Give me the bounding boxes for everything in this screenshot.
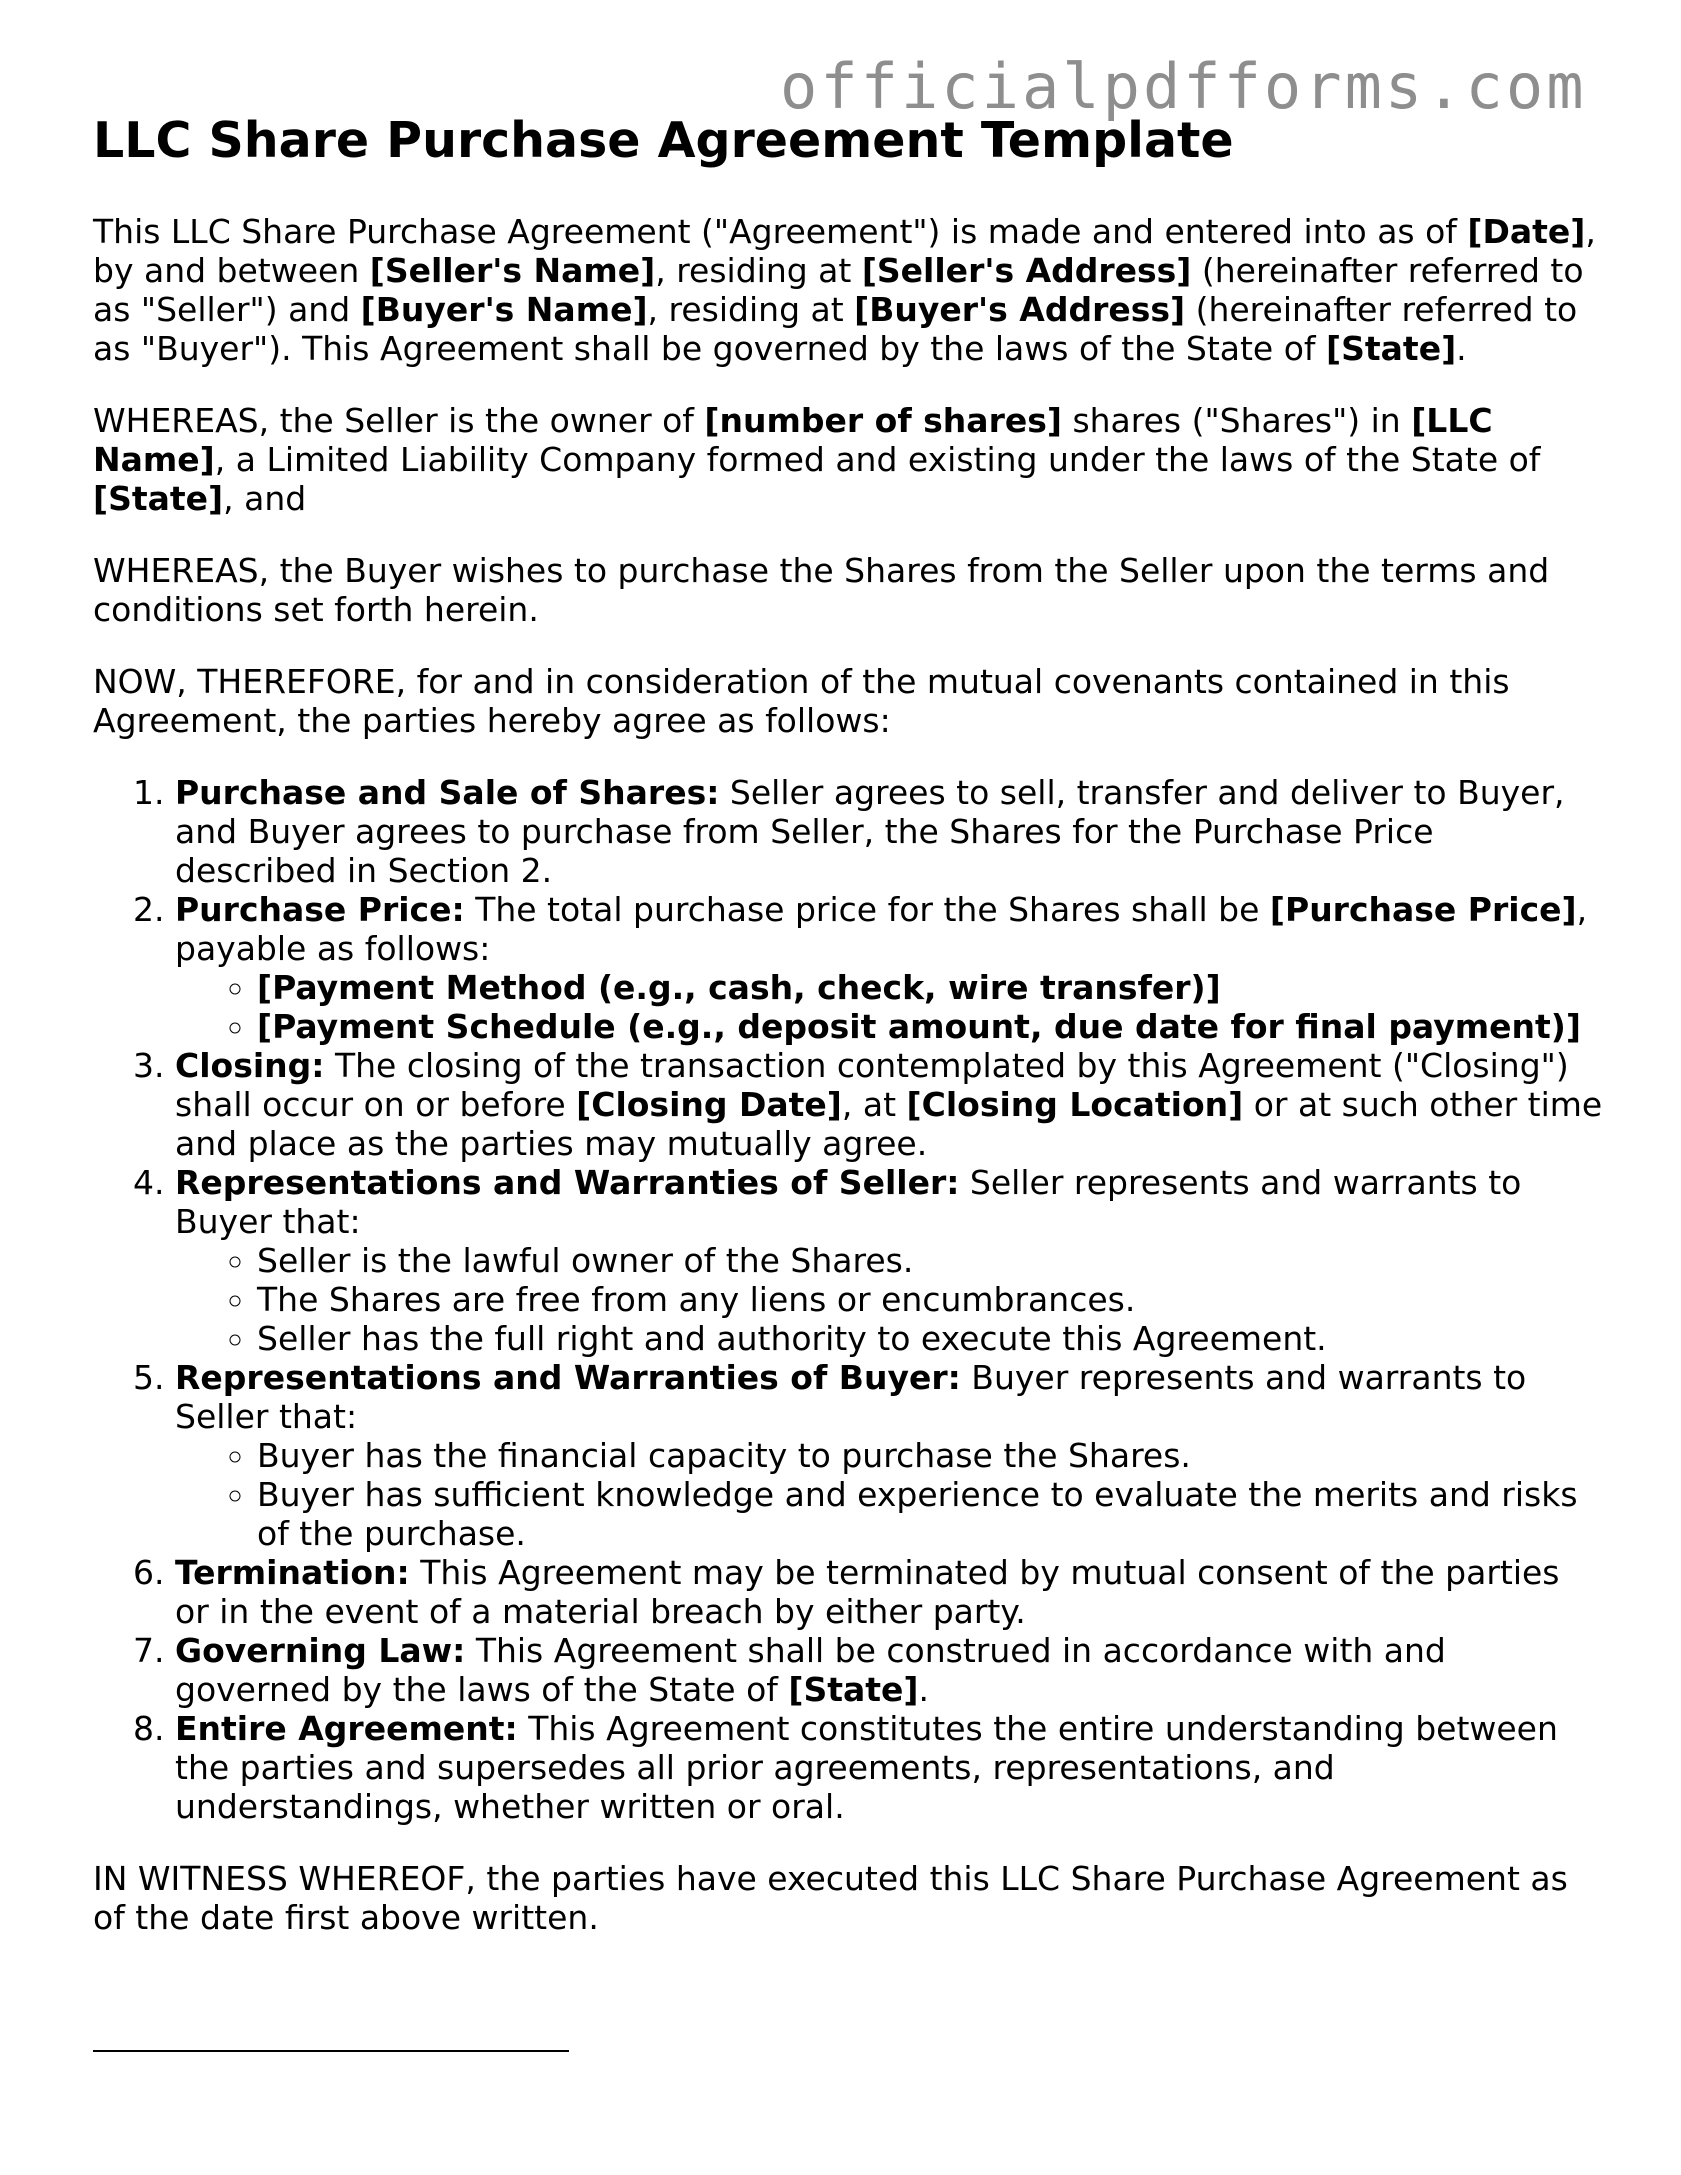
intro-paragraph: This LLC Share Purchase Agreement ("Agreement") is made and entered into as of [Date], by and between [Seller's Name], residing at [Seller's Address] (hereinafter referred to as "Seller") and [Buyer's Name], residing at [Buyer's Address] (hereinafter referred to as "Buyer"). This Agreement shall be governed by the laws of the State of [State]. [93, 212, 1596, 368]
witness-paragraph: IN WITNESS WHEREOF, the parties have executed this LLC Share Purchase Agreement as of the date first above written. [93, 1859, 1568, 1937]
page-title: LLC Share Purchase Agreement Template [93, 112, 1234, 169]
item-heading: Purchase and Sale of Shares: [175, 773, 720, 812]
closing-location-placeholder: [Closing Location] [906, 1085, 1244, 1124]
list-item: 5. Representations and Warranties of Buyer: Buyer represents and warrants to Seller that: ◦ Buyer has the financial capacity to purchase the Shares. ◦ Buyer has sufficient knowledge and experience to evaluate the merits and risks of the purchase. [175, 1358, 1603, 1553]
sub-list-item: ◦ [Payment Schedule (e.g., deposit amount, due date for final payment)] [257, 1007, 1603, 1046]
purchase-price-placeholder: [Purchase Price] [1269, 890, 1577, 929]
list-item: 6. Termination: This Agreement may be terminated by mutual consent of the parties or in the event of a material breach by either party. [175, 1553, 1603, 1631]
seller-name-placeholder: [Seller's Name] [369, 251, 656, 290]
buyer-address-placeholder: [Buyer's Address] [854, 290, 1186, 329]
seller-warranties-sublist [175, 1241, 1603, 1358]
list-item: 3. Closing: The closing of the transaction contemplated by this Agreement ("Closing") shall occur on or before [Closing Date], at [Closing Location] or at such other time and place as the parties may mutually agree. [175, 1046, 1603, 1163]
llc-name-placeholder: [LLC Name] [93, 401, 1493, 479]
item-heading: Entire Agreement: [175, 1709, 518, 1748]
seller-address-placeholder: [Seller's Address] [861, 251, 1192, 290]
agreement-body [93, 212, 1603, 1970]
item-heading: Closing: [175, 1046, 325, 1085]
state-placeholder: [State] [1326, 329, 1457, 368]
list-item: 7. Governing Law: This Agreement shall be construed in accordance with and governed by the laws of the State of [State]. [175, 1631, 1603, 1709]
item-heading: Governing Law: [175, 1631, 466, 1670]
list-item: 4. Representations and Warranties of Seller: Seller represents and warrants to Buyer that: ◦ Seller is the lawful owner of the Shares. ◦ The Shares are free from any liens or encumbrances. ◦ Seller has the full right and authority to execute this Agreement. [175, 1163, 1603, 1358]
date-placeholder: [Date] [1467, 212, 1586, 251]
whereas-buyer-paragraph: WHEREAS, the Buyer wishes to purchase the Shares from the Seller upon the terms and conditions set forth herein. [93, 551, 1550, 629]
signature-line [93, 2050, 569, 2052]
now-therefore-paragraph: NOW, THEREFORE, for and in consideration of the mutual covenants contained in this Agreement, the parties hereby agree as follows: [93, 662, 1510, 740]
payment-sublist [175, 968, 1603, 1046]
sub-list-item: ◦ Seller is the lawful owner of the Shares. [257, 1241, 1603, 1280]
item-heading: Purchase Price: [175, 890, 465, 929]
sub-list-item: ◦ [Payment Method (e.g., cash, check, wire transfer)] [257, 968, 1603, 1007]
buyer-warranties-sublist [175, 1436, 1603, 1553]
item-heading: Representations and Warranties of Buyer: [175, 1358, 961, 1397]
closing-date-placeholder: [Closing Date] [576, 1085, 842, 1124]
item-heading: Termination: [175, 1553, 410, 1592]
item-heading: Representations and Warranties of Seller: [175, 1163, 960, 1202]
state-placeholder: [State] [93, 479, 224, 518]
shares-placeholder: [number of shares] [704, 401, 1062, 440]
sub-list-item: ◦ Seller has the full right and authority to execute this Agreement. [257, 1319, 1603, 1358]
sub-list-item: ◦ The Shares are free from any liens or encumbrances. [257, 1280, 1603, 1319]
list-item: 8. Entire Agreement: This Agreement constitutes the entire understanding between the parties and supersedes all prior agreements, representations, and understandings, whether written or oral. [175, 1709, 1603, 1826]
state-placeholder: [State] [788, 1670, 919, 1709]
whereas-owner-paragraph: WHEREAS, the Seller is the owner of [number of shares] shares ("Shares") in [LLC Name], a Limited Liability Company formed and existing under the laws of the State of [State], and [93, 401, 1541, 518]
watermark: officialpdfforms.com [780, 50, 1587, 123]
sub-list-item: ◦ Buyer has the financial capacity to purchase the Shares. [257, 1436, 1603, 1475]
sub-list-item: ◦ Buyer has sufficient knowledge and experience to evaluate the merits and risks of the purchase. [257, 1475, 1603, 1553]
buyer-name-placeholder: [Buyer's Name] [360, 290, 648, 329]
terms-list [93, 773, 1603, 1826]
list-item: 1. Purchase and Sale of Shares: Seller agrees to sell, transfer and deliver to Buyer, and Buyer agrees to purchase from Seller, the Shares for the Purchase Price described in Section 2. [175, 773, 1603, 890]
list-item: 2. Purchase Price: The total purchase price for the Shares shall be [Purchase Price], payable as follows: ◦ [Payment Method (e.g., cash, check, wire transfer)] ◦ [Payment Schedule (e.g., deposit amount, due date for final payment)] [175, 890, 1603, 1046]
